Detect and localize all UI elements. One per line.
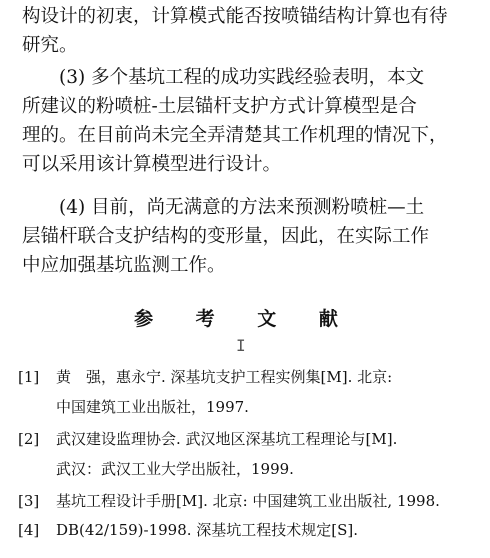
reference-text-continued: 武汉：武汉工业大学出版社，1999. [56, 460, 294, 478]
reference-number: [2] [18, 430, 40, 448]
text-line: (3) 多个基坑工程的成功实践经验表明，本文 [59, 67, 425, 88]
paragraph-conclusion-4 [22, 193, 474, 280]
reference-text: 武汉建设监理协会. 武汉地区深基坑工程理论与[M]. [56, 430, 398, 448]
text-cursor-icon: I [236, 336, 246, 355]
reference-number: [1] [18, 368, 40, 386]
reference-number: [4] [18, 521, 40, 539]
reference-text-continued: 中国建筑工业出版社，1997. [56, 398, 249, 416]
reference-number: [3] [18, 492, 40, 510]
text-line: 层锚杆联合支护结构的变形量，因此，在实际工作 [22, 226, 430, 247]
text-line: 构设计的初衷，计算模式能否按喷锚结构计算也有待 [22, 6, 448, 27]
paragraph-conclusion-2-end [22, 2, 474, 60]
text-line: 理的。在目前尚未完全弄清楚其工作机理的情况下， [22, 125, 448, 146]
text-line: 所建议的粉喷桩-土层锚杆支护方式计算模型是合 [22, 96, 417, 117]
reference-text: 黄 强，惠永宁. 深基坑支护工程实例集[M]. 北京: [56, 368, 393, 386]
text-line: 可以采用该计算模型进行设计。 [22, 154, 282, 175]
reference-text: DB(42/159)-1998. 深基坑工程技术规定[S]. [56, 521, 359, 539]
text-line: 中应加强基坑监测工作。 [22, 255, 226, 276]
text-line: (4) 目前，尚无满意的方法来预测粉喷桩—土 [59, 197, 425, 218]
references-heading: 参 考 文 献 [134, 308, 356, 330]
paragraph-conclusion-3 [22, 63, 474, 179]
reference-text: 基坑工程设计手册[M]. 北京: 中国建筑工业出版社, 1998. [56, 492, 440, 510]
text-line: 研究。 [22, 35, 78, 56]
